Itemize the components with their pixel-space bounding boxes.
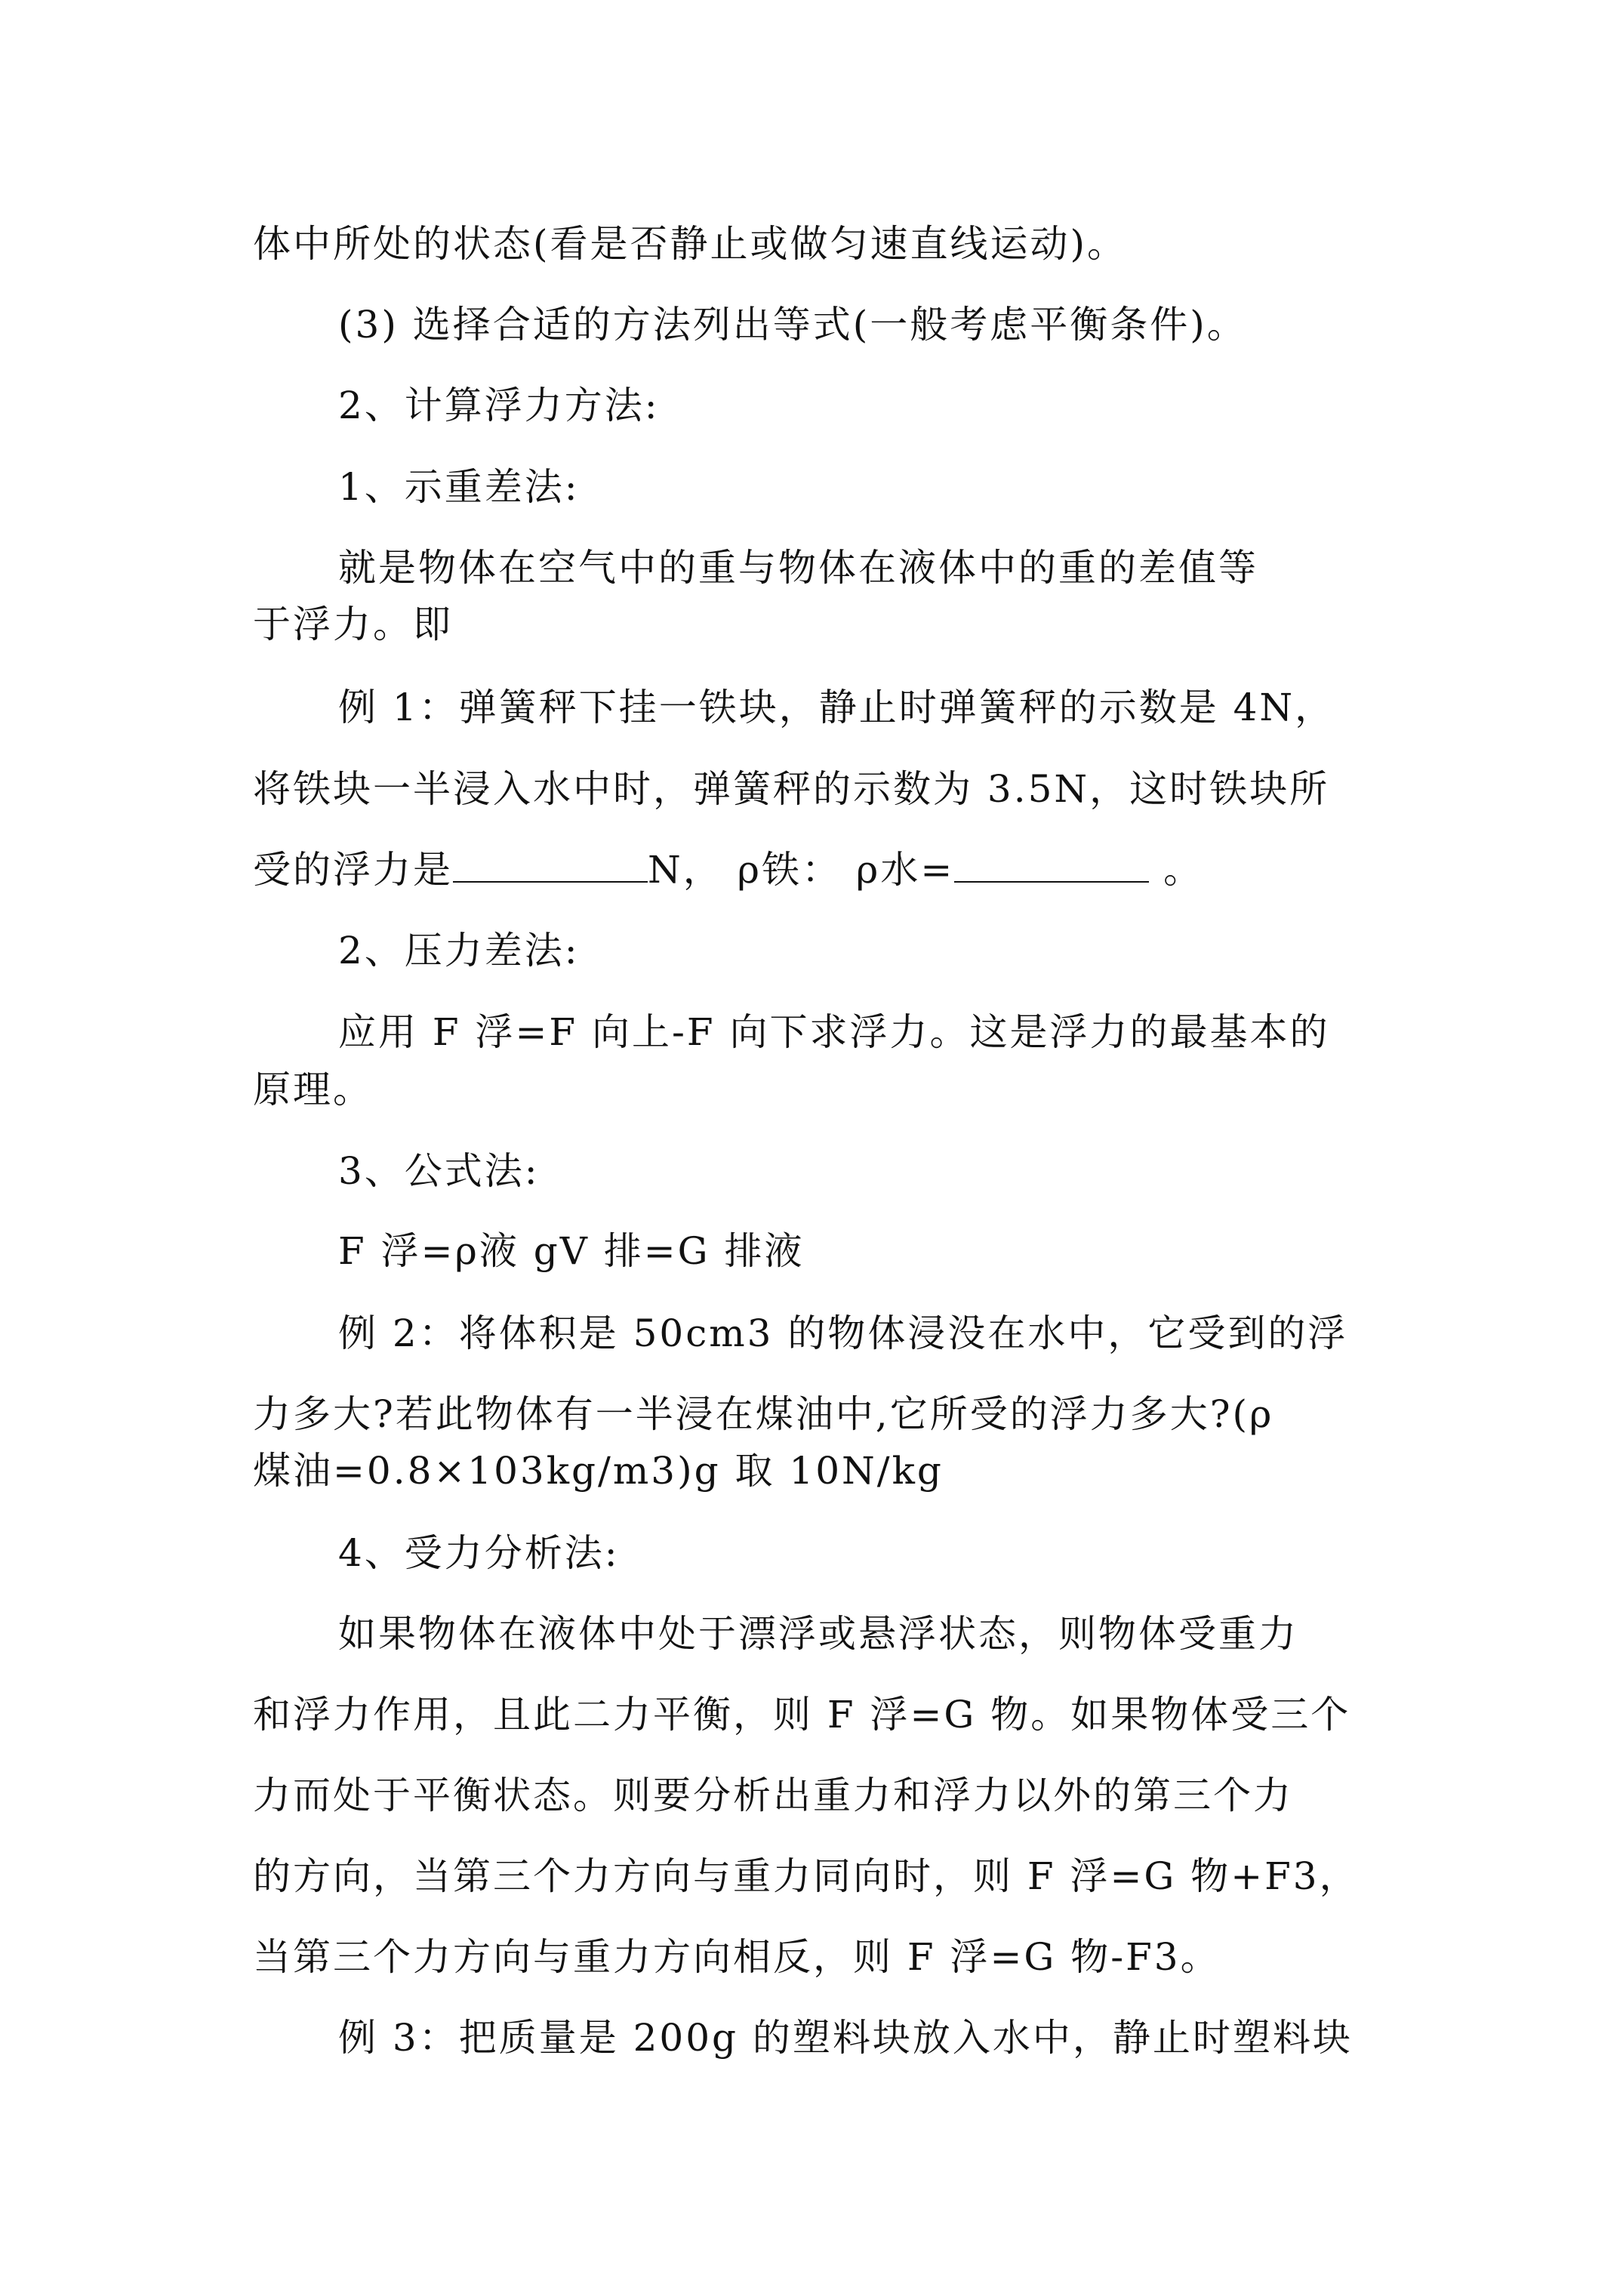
fill-in-text: N， ρ铁： ρ水= (648, 848, 955, 892)
text-line: 就是物体在空气中的重与物体在液体中的重的差值等 (338, 546, 1258, 590)
text-line: 当第三个力方向与重力方向相反，则 F 浮=G 物-F3。 (253, 1935, 1221, 1979)
text-line: 于浮力。即 (253, 603, 453, 646)
section-heading: 1、示重差法: (338, 465, 580, 509)
text-line: 原理。 (253, 1068, 373, 1111)
text-line: 体中所处的状态(看是否静止或做匀速直线运动)。 (253, 222, 1128, 266)
text-line: 的方向，当第三个力方向与重力同向时，则 F 浮=G 物+F3， (253, 1854, 1360, 1898)
fill-in-line (253, 847, 1203, 892)
example-line: 力多大?若此物体有一半浸在煤油中,它所受的浮力多大?(ρ (253, 1392, 1274, 1436)
text-line: (3) 选择合适的方法列出等式(一般考虑平衡条件)。 (338, 303, 1247, 347)
text-line: 应用 F 浮=F 向上-F 向下求浮力。这是浮力的最基本的 (338, 1010, 1330, 1054)
example-line: 例 3：把质量是 200g 的塑料块放入水中，静止时塑料块 (338, 2016, 1353, 2060)
text-line: 和浮力作用，且此二力平衡，则 F 浮=G 物。如果物体受三个 (253, 1693, 1351, 1737)
fill-in-text: 。 (1149, 848, 1204, 892)
fill-in-text: 受的浮力是 (253, 848, 453, 892)
example-line: 例 1：弹簧秤下挂一铁块，静止时弹簧秤的示数是 4N， (338, 686, 1335, 729)
text-line: 如果物体在液体中处于漂浮或悬浮状态，则物体受重力 (338, 1612, 1298, 1656)
example-line: 煤油=0.8×103kg/m3)g 取 10N/kg (253, 1449, 944, 1493)
answer-blank (954, 848, 1149, 883)
example-line: 将铁块一半浸入水中时，弹簧秤的示数为 3.5N，这时铁块所 (253, 767, 1330, 811)
section-heading: 3、公式法: (338, 1149, 540, 1193)
section-heading: 2、压力差法: (338, 929, 580, 972)
text-line: 力而处于平衡状态。则要分析出重力和浮力以外的第三个力 (253, 1774, 1293, 1817)
answer-blank (453, 848, 648, 883)
example-line: 例 2：将体积是 50cm3 的物体浸没在水中，它受到的浮 (338, 1311, 1348, 1355)
section-heading: 2、计算浮力方法: (338, 384, 660, 427)
formula-line: F 浮=ρ液 gV 排=G 排液 (338, 1229, 805, 1273)
section-heading: 4、受力分析法: (338, 1531, 620, 1575)
